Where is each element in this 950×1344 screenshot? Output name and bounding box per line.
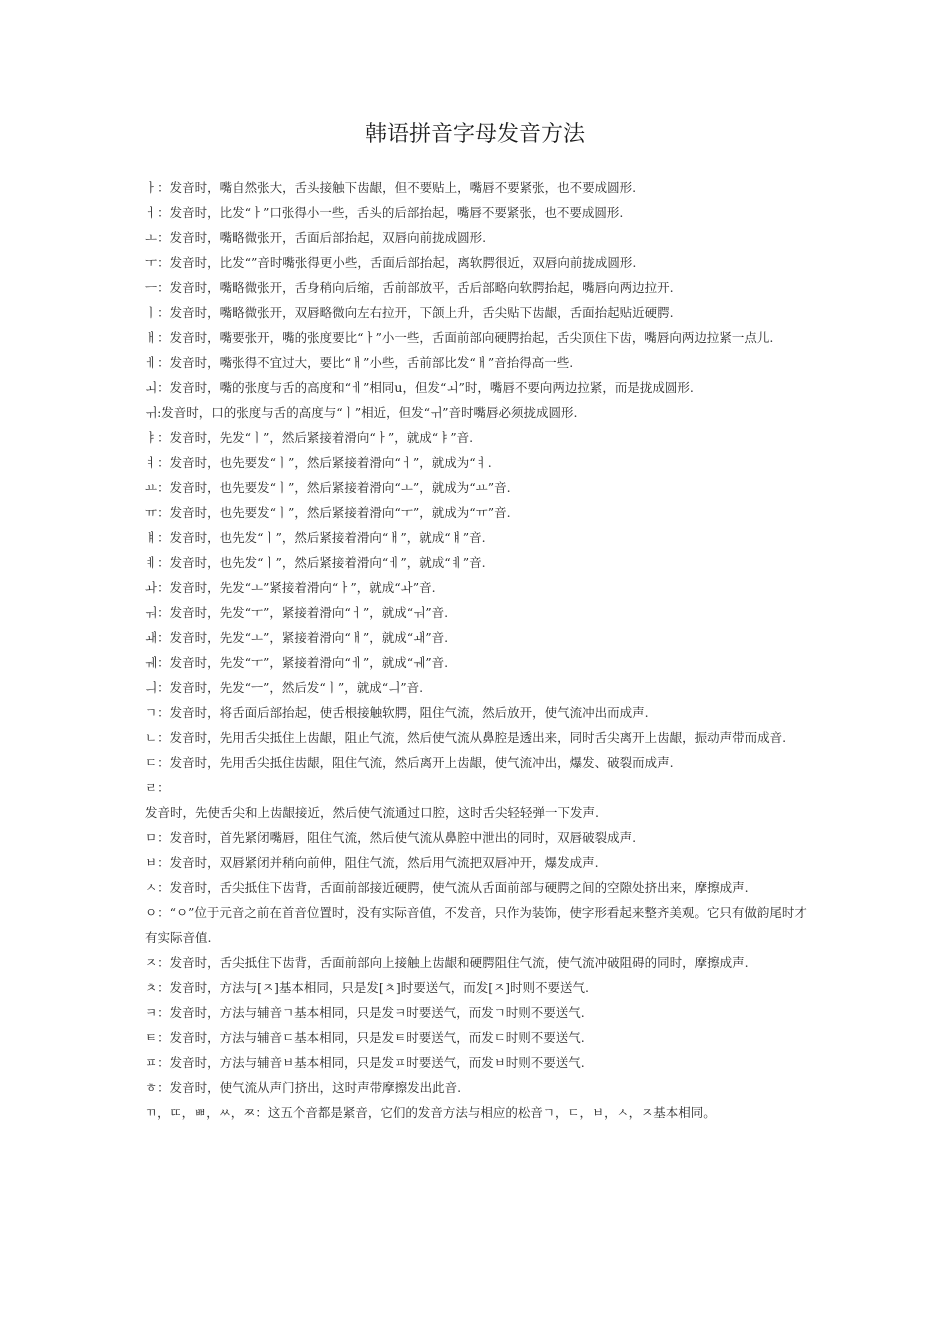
pronunciation-paragraph: ㅙ：发音时，先发“ㅗ”，紧接着滑向“ㅐ”，就成“ㅙ”音. [145,630,449,645]
pronunciation-paragraph: ㅁ：发音时，首先紧闭嘴唇，阻住气流，然后使气流从鼻腔中泄出的同时，双唇破裂成声. [145,830,637,845]
document-title: 韩语拼音字母发音方法 [364,122,585,147]
pronunciation-paragraph: ㅐ：发音时，嘴要张开，嘴的张度要比“ㅏ”小一些，舌面前部向硬腭抬起，舌尖顶住下齿，嘴唇向两边拉紧一点儿. [145,330,774,345]
document-body [145,175,810,1125]
pronunciation-paragraph: ㅕ：发音时，也先要发“ㅣ”，然后紧接着滑向“ㅓ”，就成为“ㅕ. [145,455,492,470]
pronunciation-paragraph: ㅅ：发音时，舌尖抵住下齿背，舌面前部接近硬腭，使气流从舌面前部与硬腭之间的空隙处挤出来，摩擦成声. [145,880,749,895]
pronunciation-paragraph: ㅒ：发音时，也先发“ㅣ”，然后紧接着滑向“ㅐ”，就成“ㅒ”音. [145,530,486,545]
pronunciation-paragraph: ㅍ：发音时，方法与辅音ㅂ基本相同，只是发ㅍ时要送气，而发ㅂ时则不要送气. [145,1055,585,1070]
pronunciation-paragraph: ㅛ：发音时，也先要发“ㅣ”，然后紧接着滑向“ㅗ”，就成为“ㅛ”音. [145,480,511,495]
pronunciation-paragraph: ㅠ：发音时，也先要发“ㅣ”，然后紧接着滑向“ㅜ”，就成为“ㅠ”音. [145,505,511,520]
pronunciation-paragraph: ㅂ：发音时，双唇紧闭并稍向前伸，阻住气流，然后用气流把双唇冲开，爆发成声. [145,855,599,870]
pronunciation-paragraph: ㅔ：发音时，嘴张得不宜过大，要比“ㅐ”小些，舌前部比发“ㅐ”音抬得高一些. [145,355,574,370]
pronunciation-paragraph: ㄲ，ㄸ，ㅃ，ㅆ，ㅉ：这五个音都是紧音，它们的发音方法与相应的松音ㄱ，ㄷ，ㅂ，ㅅ，ㅈ基本相同。 [145,1105,716,1120]
pronunciation-paragraph: ㅑ：发音时，先发“ㅣ”，然后紧接着滑向“ㅏ”，就成“ㅑ”音. [145,430,474,445]
pronunciation-paragraph: ㄱ：发音时，将舌面后部抬起，使舌根接触软腭，阻住气流，然后放开，使气流冲出而成声. [145,705,649,720]
pronunciation-paragraph: ㄴ：发音时，先用舌尖抵住上齿龈，阻止气流，然后使气流从鼻腔是透出来，同时舌尖离开上齿龈，振动声带而成音. [145,730,787,745]
pronunciation-paragraph: ㅘ：发音时，先发“ㅗ”紧接着滑向“ㅏ”，就成“ㅘ”音. [145,580,436,595]
pronunciation-paragraph: ㅏ：发音时，嘴自然张大，舌头接触下齿龈，但不要贴上，嘴唇不要紧张，也不要成圆形. [145,180,637,195]
pronunciation-paragraph: ㄹ： [145,780,170,795]
pronunciation-paragraph: ㅓ：发音时，比发“ㅏ”口张得小一些，舌头的后部抬起，嘴唇不要紧张，也不要成圆形. [145,205,624,220]
pronunciation-paragraph: ㅌ：发音时，方法与辅音ㄷ基本相同，只是发ㅌ时要送气，而发ㄷ时则不要送气. [145,1030,585,1045]
pronunciation-paragraph: ㅋ：发音时，方法与辅音ㄱ基本相同，只是发ㅋ时要送气，而发ㄱ时则不要送气. [145,1005,585,1020]
pronunciation-paragraph: ㅣ：发音时，嘴略微张开，双唇略微向左右拉开，下颌上升，舌尖贴下齿龈，舌面抬起贴近硬腭. [145,305,674,320]
pronunciation-paragraph: ㅞ：发音时，先发“ㅜ”，紧接着滑向“ㅔ”，就成“ㅞ”音. [145,655,449,670]
pronunciation-paragraph: ㅇ：“ㅇ”位于元音之前在首音位置时，没有实际音值，不发音，只作为装饰，使字形看起来整齐美观。它只有做韵尾时才有实际音值. [145,905,807,945]
pronunciation-paragraph: 发音时，先使舌尖和上齿龈接近，然后使气流通过口腔，这时舌尖轻轻弹一下发声. [145,805,599,820]
pronunciation-paragraph: ㅈ：发音时，舌尖抵住下齿背，舌面前部向上接触上齿龈和硬腭阻住气流，使气流冲破阻碍的同时，摩擦成声. [145,955,749,970]
pronunciation-paragraph: ㅟ:发音时，口的张度与舌的高度与“ㅣ”相近，但发“ㅟ”音时嘴唇必须拢成圆形. [145,405,578,420]
pronunciation-paragraph: ㅜ：发音时，比发“”音时嘴张得更小些，舌面后部抬起，离软腭很近，双唇向前拢成圆形. [145,255,637,270]
pronunciation-paragraph: ㅎ：发音时，使气流从声门挤出，这时声带摩擦发出此音. [145,1080,462,1095]
pronunciation-paragraph: ㅢ：发音时，先发“ㅡ”，然后发“ㅣ”，就成“ㅢ”音. [145,680,424,695]
pronunciation-paragraph: ㅝ：发音时，先发“ㅜ”，紧接着滑向“ㅓ”，就成“ㅝ”音. [145,605,449,620]
pronunciation-paragraph: ㅚ：发音时，嘴的张度与舌的高度和“ㅔ”相同u，但发“ㅚ”时，嘴唇不要向两边拉紧，而是拢成圆形. [145,380,694,395]
pronunciation-paragraph: ㄷ：发音时，先用舌尖抵住齿龈，阻住气流，然后离开上齿龈，使气流冲出，爆发、破裂而成声. [145,755,674,770]
pronunciation-paragraph: ㅖ：发音时，也先发“ㅣ”，然后紧接着滑向“ㅔ”，就成“ㅖ”音. [145,555,486,570]
pronunciation-paragraph: ㅡ：发音时，嘴略微张开，舌身稍向后缩，舌前部放平，舌后部略向软腭抬起，嘴唇向两边拉开. [145,280,674,295]
pronunciation-paragraph: ㅗ：发音时，嘴略微张开，舌面后部抬起，双唇向前拢成圆形. [145,230,487,245]
pronunciation-paragraph: ㅊ：发音时，方法与[ㅈ]基本相同，只是发[ㅊ]时要送气，而发[ㅈ]时则不要送气. [145,980,590,995]
